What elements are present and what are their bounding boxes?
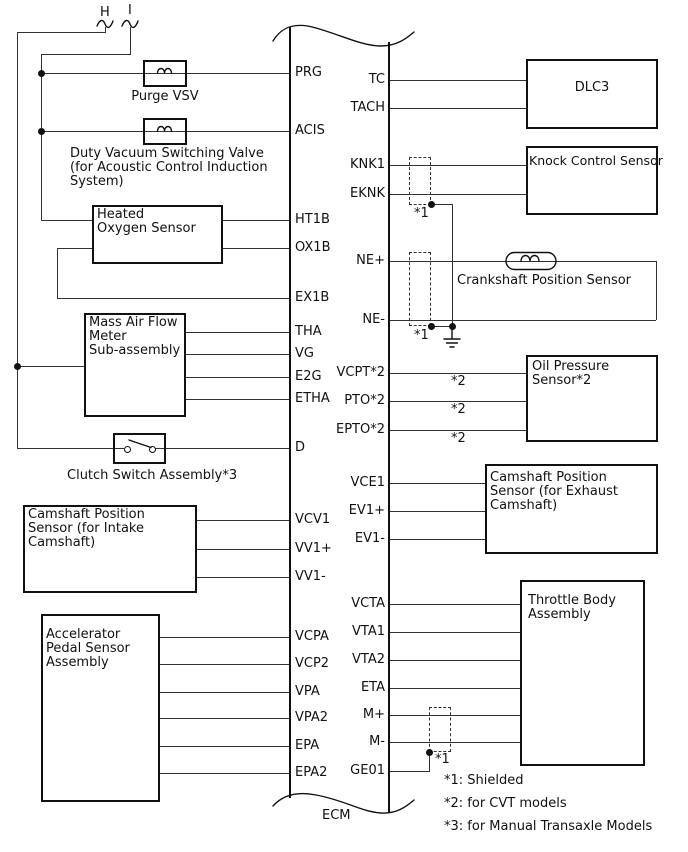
pin-ev1m: EV1- [354, 531, 385, 546]
wire-vv1m [197, 577, 290, 578]
wire-ev1m [390, 539, 485, 540]
wire-vpa [160, 692, 290, 693]
shield-mark: *1 [414, 206, 429, 221]
wire [656, 261, 657, 320]
junction-dot [14, 363, 21, 370]
wire-d-left [17, 448, 124, 449]
pin-acis: ACIS [295, 123, 325, 138]
pin-ge01: GE01 [350, 763, 385, 778]
ecm-top-break [273, 25, 414, 46]
wire-tha [186, 332, 290, 333]
junction-dot [38, 70, 45, 77]
knock-sensor-label: Knock Control Sensor [529, 153, 663, 168]
pin-ev1p: EV1+ [348, 503, 385, 518]
wire-vce1 [390, 483, 485, 484]
wire [41, 220, 92, 221]
ecm-label: ECM [322, 808, 351, 823]
wire-ex1b [57, 298, 290, 299]
switch-contact [124, 446, 131, 453]
wire-shield-drain [452, 204, 453, 326]
pin-vpa: VPA [295, 684, 320, 699]
shield-mark: *1 [435, 752, 450, 767]
wire [130, 27, 131, 54]
purge-vsv-label: Purge VSV [131, 89, 199, 104]
wire-e2g [186, 377, 290, 378]
pin-epa2: EPA2 [295, 765, 328, 780]
note-shielded: *1: Shielded [444, 773, 524, 788]
pin-e2g: E2G [295, 369, 322, 384]
wire-mp [390, 715, 520, 716]
pin-tc: TC [368, 72, 385, 87]
connector-label-i: I [128, 3, 132, 18]
wire-epa [160, 746, 290, 747]
switch-contact [149, 446, 156, 453]
wire-vv1p [197, 549, 290, 550]
wire-vta1 [390, 632, 520, 633]
wire-vta2 [390, 660, 520, 661]
wire [17, 366, 84, 367]
pin-vcpt: VCPT*2 [336, 365, 385, 380]
wire [17, 32, 106, 33]
wire-ev1p [390, 511, 485, 512]
cam-intake-label: Camshaft Position Sensor (for Intake Camshaft) [28, 507, 145, 550]
cvt-mark: *2 [451, 374, 466, 389]
pin-epa: EPA [295, 738, 320, 753]
acis-valve-box [143, 118, 187, 145]
heated-oxygen-sensor-label: Heated Oxygen Sensor [97, 207, 196, 236]
pin-vpa2: VPA2 [295, 710, 329, 725]
junction-dot [38, 128, 45, 135]
wire-tc [390, 80, 526, 81]
cvt-mark: *2 [451, 402, 466, 417]
pin-vcp2: VCP2 [295, 656, 330, 671]
pin-eknk: EKNK [350, 186, 385, 201]
pin-ex1b: EX1B [295, 290, 330, 305]
purge-vsv-box [143, 60, 187, 87]
shield-outline-knk [409, 157, 431, 205]
oil-pressure-label: Oil Pressure Sensor*2 [532, 359, 610, 388]
pin-eta: ETA [360, 680, 385, 695]
wire-vcp2 [160, 664, 290, 665]
note-manual-transaxle: *3: for Manual Transaxle Models [444, 819, 653, 834]
wire-vcta [390, 604, 520, 605]
cvt-mark: *2 [451, 431, 466, 446]
crank-sensor-label: Crankshaft Position Sensor [457, 273, 632, 288]
pin-mp: M+ [362, 707, 385, 722]
junction-dot [449, 323, 456, 330]
wire-etha [186, 399, 290, 400]
pin-vv1p: VV1+ [295, 541, 332, 556]
acis-valve-label: Duty Vacuum Switching Valve (for Acoustic Control Induction System) [70, 146, 268, 189]
cam-exhaust-label: Camshaft Position Sensor (for Exhaust Camshaft) [490, 470, 618, 513]
shield-mark: *1 [414, 328, 429, 343]
wire-vcpa [160, 637, 290, 638]
mass-air-flow-label: Mass Air Flow Meter Sub-assembly [89, 315, 181, 358]
junction-dot [426, 749, 433, 756]
pin-knk1: KNK1 [349, 157, 385, 172]
pin-pto: PTO*2 [344, 393, 385, 408]
connector-label-h: H [100, 5, 110, 20]
wire-d-right [155, 448, 290, 449]
wire-ht1b [223, 220, 290, 221]
pin-vcpa: VCPA [295, 629, 329, 644]
ecm-left-edge [289, 27, 291, 798]
accel-pedal-label: Accelerator Pedal Sensor Assembly [46, 627, 130, 670]
shield-outline-ne [409, 252, 431, 326]
pin-nep: NE+ [356, 253, 385, 268]
shield-outline-m [429, 707, 451, 752]
note-cvt: *2: for CVT models [444, 796, 567, 811]
clutch-switch-box [113, 433, 166, 464]
pin-ox1b: OX1B [295, 240, 331, 255]
dlc3-label: DLC3 [574, 80, 610, 95]
wire-mm [390, 742, 520, 743]
pin-d: D [295, 440, 306, 455]
wire [41, 54, 131, 55]
wire [57, 248, 58, 298]
wire-vpa2 [160, 718, 290, 719]
clutch-switch-label: Clutch Switch Assembly*3 [67, 468, 238, 483]
wire-vg [186, 354, 290, 355]
junction-dot [428, 201, 435, 208]
wire-eta [390, 688, 520, 689]
wire-tach [390, 108, 526, 109]
wire-ox1b [223, 248, 290, 249]
pin-prg: PRG [295, 65, 322, 80]
wire-i-rail [41, 54, 42, 221]
pin-ht1b: HT1B [295, 212, 330, 227]
wire-h-rail [17, 32, 18, 449]
throttle-body-label: Throttle Body Assembly [528, 593, 616, 622]
wire [57, 248, 92, 249]
pin-mm: M- [369, 734, 385, 749]
ecm-right-edge [388, 42, 390, 813]
pin-vv1m: VV1- [295, 569, 326, 584]
pin-vcta: VCTA [351, 596, 385, 611]
pin-etha: ETHA [295, 391, 330, 406]
pin-tach: TACH [350, 100, 385, 115]
pin-tha: THA [295, 324, 322, 339]
wire-vcv1 [197, 520, 290, 521]
wire-ge01 [390, 771, 430, 772]
pin-vta1: VTA1 [352, 624, 385, 639]
wire-epa2 [160, 773, 290, 774]
pin-vce1: VCE1 [350, 475, 385, 490]
pin-vcv1: VCV1 [295, 512, 331, 527]
pin-nem: NE- [362, 312, 385, 327]
pin-vg: VG [295, 346, 314, 361]
pin-vta2: VTA2 [352, 652, 385, 667]
junction-dot [428, 323, 435, 330]
pin-epto: EPTO*2 [336, 422, 385, 437]
